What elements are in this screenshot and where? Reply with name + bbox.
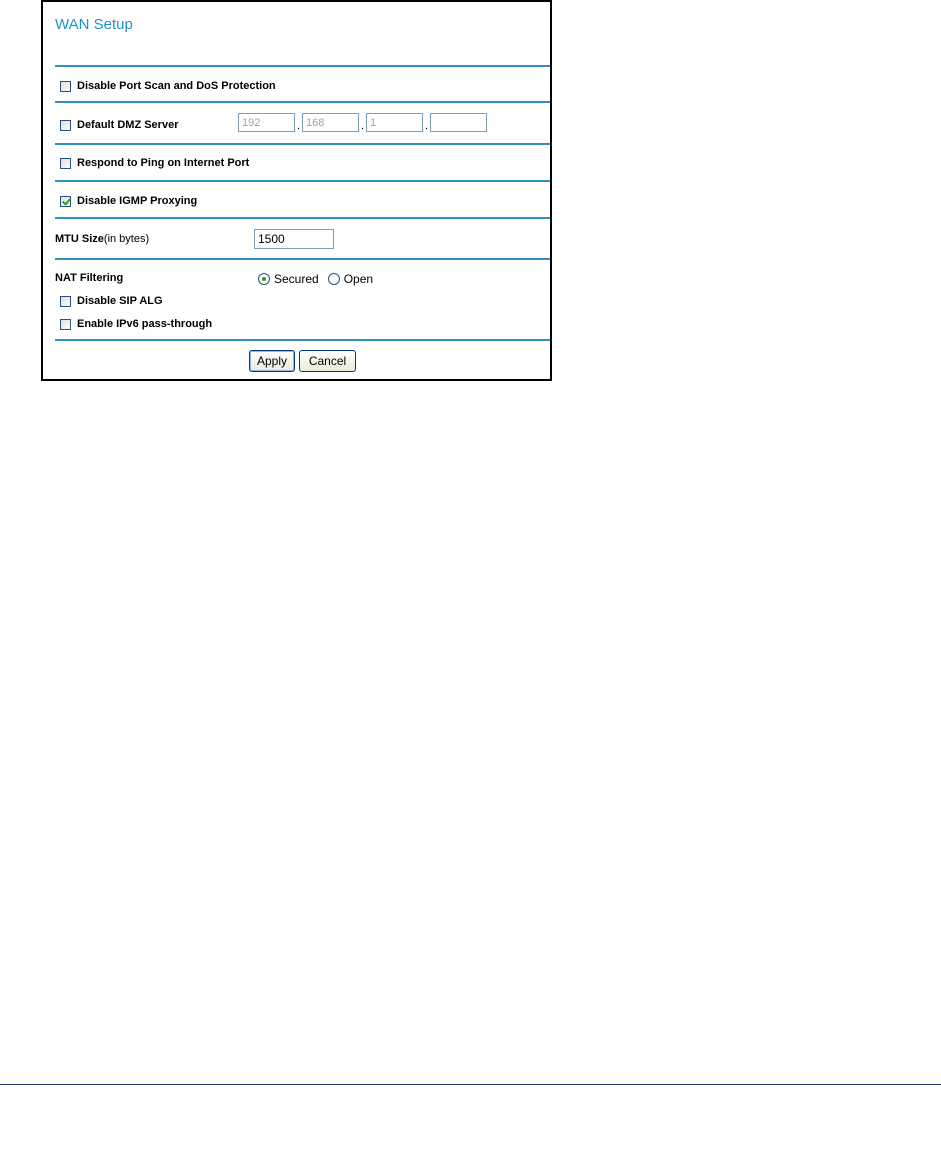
mtu-size-input[interactable] bbox=[254, 229, 334, 249]
default-dmz-row[interactable] bbox=[60, 119, 178, 131]
mtu-label-bold: MTU Size bbox=[55, 233, 104, 245]
dmz-ip-octet-2[interactable] bbox=[302, 113, 359, 132]
nat-open-label: Open bbox=[343, 272, 374, 286]
divider bbox=[55, 258, 550, 260]
mtu-label bbox=[55, 233, 149, 245]
disable-igmp-checkbox[interactable] bbox=[60, 196, 71, 207]
nat-secured-label: Secured bbox=[274, 272, 319, 286]
divider bbox=[55, 180, 550, 182]
dmz-ip-octet-3[interactable] bbox=[366, 113, 423, 132]
respond-ping-row[interactable] bbox=[60, 157, 249, 169]
disable-igmp-row[interactable] bbox=[60, 195, 197, 207]
wan-setup-panel bbox=[41, 0, 552, 381]
dmz-ip-octet-4[interactable] bbox=[430, 113, 487, 132]
ip-separator: . bbox=[425, 120, 429, 132]
disable-sip-alg-label: Disable SIP ALG bbox=[77, 295, 163, 307]
disable-igmp-label: Disable IGMP Proxying bbox=[77, 195, 198, 207]
default-dmz-label: Default DMZ Server bbox=[77, 119, 179, 131]
divider bbox=[55, 65, 550, 67]
disable-port-scan-row[interactable] bbox=[60, 80, 276, 92]
dmz-ip-octet-1[interactable] bbox=[238, 113, 295, 132]
disable-port-scan-checkbox[interactable] bbox=[60, 81, 71, 92]
enable-ipv6-label: Enable IPv6 pass-through bbox=[77, 318, 213, 330]
default-dmz-checkbox[interactable] bbox=[60, 120, 71, 131]
ip-separator: . bbox=[297, 120, 301, 132]
ip-separator: . bbox=[361, 120, 365, 132]
disable-sip-alg-row[interactable] bbox=[60, 295, 163, 307]
nat-secured-option[interactable] bbox=[258, 272, 319, 286]
disable-port-scan-label: Disable Port Scan and DoS Protection bbox=[77, 80, 276, 92]
enable-ipv6-row[interactable] bbox=[60, 318, 212, 330]
nat-open-option[interactable] bbox=[328, 272, 373, 286]
cancel-button[interactable]: Cancel bbox=[299, 350, 356, 372]
respond-ping-checkbox[interactable] bbox=[60, 158, 71, 169]
divider bbox=[55, 101, 550, 103]
nat-secured-radio[interactable] bbox=[258, 273, 270, 285]
respond-ping-label: Respond to Ping on Internet Port bbox=[77, 157, 250, 169]
nat-open-radio[interactable] bbox=[328, 273, 340, 285]
page-title: WAN Setup bbox=[55, 16, 133, 33]
divider bbox=[55, 217, 550, 219]
enable-ipv6-checkbox[interactable] bbox=[60, 319, 71, 330]
nat-filtering-label: NAT Filtering bbox=[55, 272, 124, 284]
footer-divider bbox=[0, 1084, 941, 1085]
disable-sip-alg-checkbox[interactable] bbox=[60, 296, 71, 307]
divider bbox=[55, 339, 550, 341]
divider bbox=[55, 143, 550, 145]
nat-filtering-radio-group bbox=[258, 272, 382, 286]
apply-button[interactable]: Apply bbox=[249, 350, 295, 372]
mtu-label-suffix: (in bytes) bbox=[103, 233, 150, 245]
